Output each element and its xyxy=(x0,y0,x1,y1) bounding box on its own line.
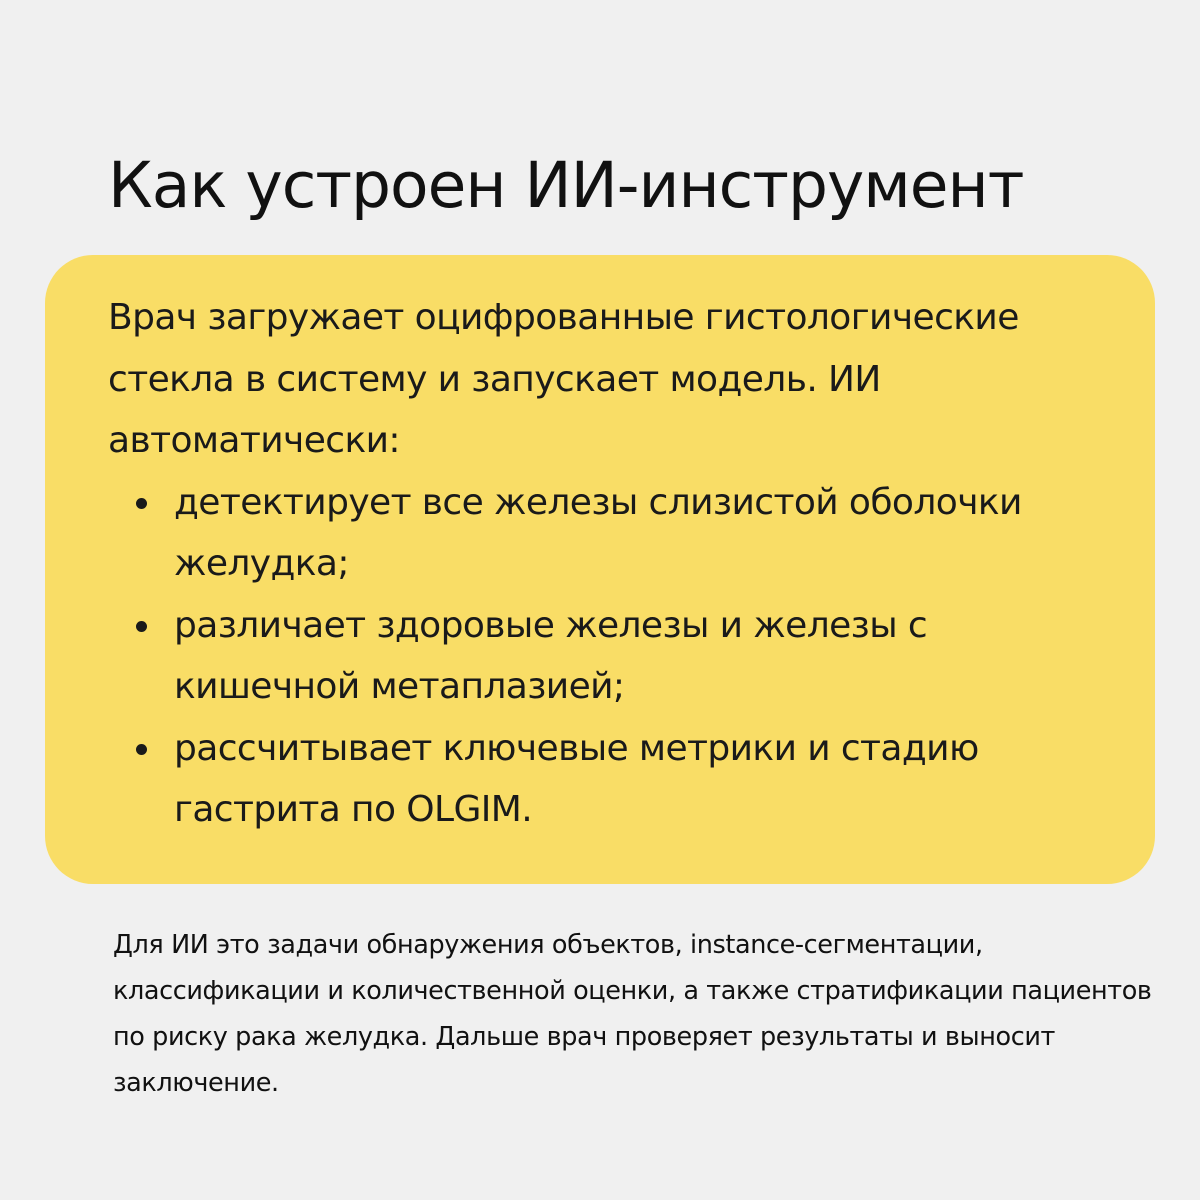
list-item-text: рассчитывает ключевые метрики и стадию гастрита по OLGIM. xyxy=(174,727,979,830)
list-item xyxy=(108,472,1115,595)
capabilities-list xyxy=(108,472,1115,841)
list-item xyxy=(108,595,1115,718)
info-card xyxy=(45,255,1155,884)
card-intro: Врач загружает оцифрованные гистологические стекла в систему и запускает модель. ИИ автоматически: xyxy=(108,297,1019,461)
page-title: Как устроен ИИ-инструмент xyxy=(108,149,1024,222)
list-item xyxy=(108,718,1115,841)
list-item-text: различает здоровые железы и железы с кишечной метаплазией; xyxy=(174,604,928,707)
bullet-icon xyxy=(136,621,147,632)
list-item-text: детектирует все железы слизистой оболочки желудка; xyxy=(174,481,1022,584)
bullet-icon xyxy=(136,744,147,755)
footnote-text: Для ИИ это задачи обнаружения объектов, instance-сегментации, классификации и количественной оценки, а также стратификации пациентов по риску рака желудка. Дальше врач проверяет результаты и выносит заключение. xyxy=(113,930,1152,1098)
bullet-icon xyxy=(136,498,147,509)
